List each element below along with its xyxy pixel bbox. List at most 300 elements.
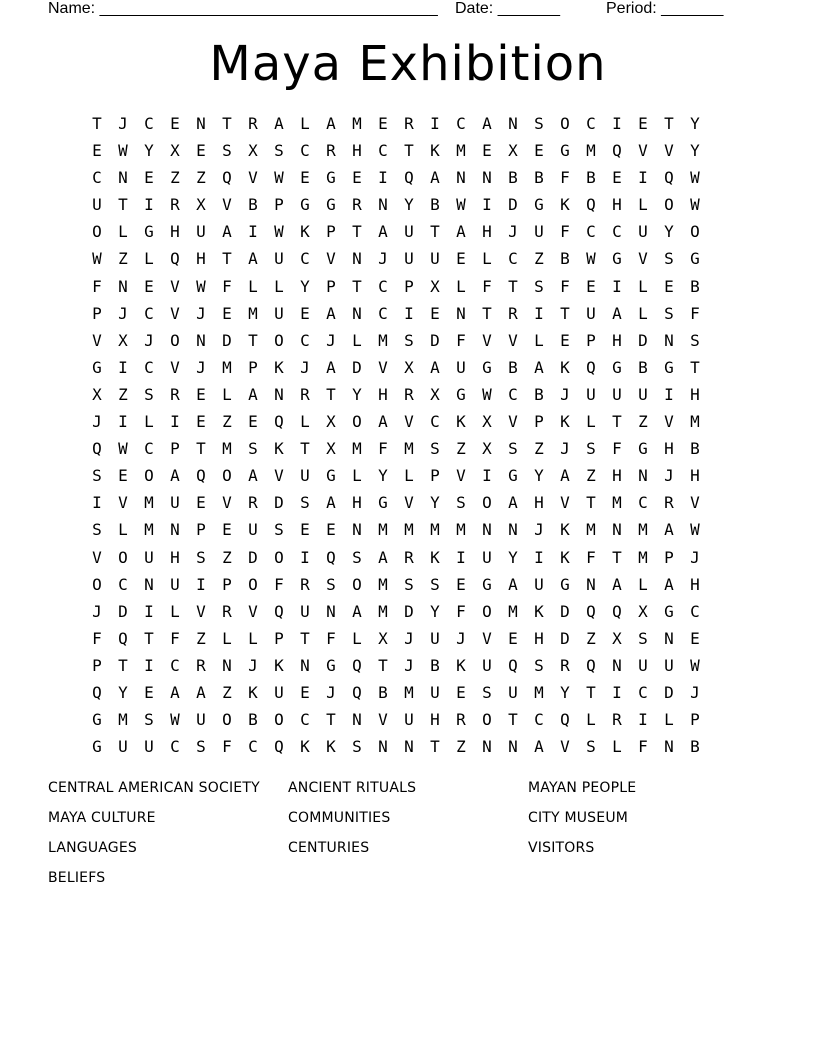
grid-letter: T — [586, 493, 596, 513]
grid-letter: K — [456, 655, 466, 675]
grid-letter: C — [638, 493, 648, 513]
grid-letter: O — [248, 574, 258, 594]
grid-letter: E — [456, 249, 466, 269]
grid-letter: B — [430, 195, 440, 215]
grid-letter: C — [508, 384, 518, 404]
grid-letter: B — [534, 384, 544, 404]
grid-letter: I — [638, 710, 648, 730]
grid-letter: V — [118, 493, 128, 513]
grid-letter: U — [92, 195, 102, 215]
grid-letter: I — [118, 357, 128, 377]
grid-letter: B — [690, 276, 700, 296]
grid-letter: H — [690, 574, 700, 594]
grid-letter: O — [352, 412, 362, 432]
grid-letter: B — [378, 682, 388, 702]
grid-letter: Y — [144, 141, 154, 161]
grid-letter: U — [170, 493, 180, 513]
grid-letter: X — [482, 412, 492, 432]
grid-letter: O — [92, 574, 102, 594]
grid-letter: J — [664, 466, 674, 486]
grid-letter: X — [118, 330, 128, 350]
grid-letter: C — [170, 737, 180, 757]
grid-letter: C — [300, 710, 310, 730]
grid-letter: B — [690, 737, 700, 757]
grid-letter: P — [326, 276, 336, 296]
period-field: Period: _______ — [606, 0, 724, 17]
grid-letter: D — [638, 330, 648, 350]
grid-letter: A — [248, 466, 258, 486]
grid-letter: T — [404, 141, 414, 161]
grid-letter: F — [326, 628, 336, 648]
grid-letter: V — [560, 737, 570, 757]
grid-letter: C — [170, 655, 180, 675]
grid-letter: C — [378, 276, 388, 296]
grid-letter: G — [664, 601, 674, 621]
grid-letter: X — [196, 195, 206, 215]
grid-letter: S — [274, 520, 284, 540]
grid-letter: N — [326, 601, 336, 621]
grid-letter: F — [560, 276, 570, 296]
grid-letter: J — [378, 249, 388, 269]
grid-letter: N — [196, 114, 206, 133]
grid-letter: C — [118, 574, 128, 594]
grid-letter: F — [456, 601, 466, 621]
grid-letter: Q — [560, 710, 570, 730]
grid-letter: S — [690, 330, 700, 350]
grid-letter: M — [222, 357, 232, 377]
grid-letter: M — [404, 520, 414, 540]
grid-letter: O — [482, 601, 492, 621]
grid-letter: O — [482, 710, 492, 730]
grid-letter: V — [170, 357, 180, 377]
grid-letter: B — [638, 357, 648, 377]
grid-letter: H — [170, 547, 180, 567]
grid-letter: E — [638, 114, 648, 133]
grid-letter: V — [508, 330, 518, 350]
grid-letter: L — [456, 276, 466, 296]
grid-letter: L — [222, 628, 232, 648]
grid-letter: C — [144, 357, 154, 377]
grid-letter: J — [326, 330, 336, 350]
grid-letter: F — [378, 439, 388, 459]
grid-letter: G — [508, 466, 518, 486]
grid-letter: O — [352, 574, 362, 594]
grid-letter: D — [508, 195, 518, 215]
grid-letter: V — [664, 412, 674, 432]
grid-letter: I — [118, 412, 128, 432]
grid-letter: V — [378, 357, 388, 377]
grid-letter: V — [222, 195, 232, 215]
grid-letter: W — [482, 384, 492, 404]
grid-letter: G — [300, 195, 310, 215]
grid-letter: M — [144, 520, 154, 540]
grid-letter: G — [638, 439, 648, 459]
grid-letter: W — [690, 168, 700, 188]
grid-letter: M — [586, 141, 596, 161]
grid-letter: C — [300, 141, 310, 161]
grid-letter: H — [170, 222, 180, 242]
grid-letter: N — [118, 276, 128, 296]
word-search-grid — [84, 110, 708, 760]
grid-letter: N — [586, 574, 596, 594]
grid-letter: A — [248, 384, 258, 404]
grid-letter: H — [430, 710, 440, 730]
grid-letter: Q — [404, 168, 414, 188]
grid-letter: O — [482, 493, 492, 513]
grid-letter: L — [118, 222, 128, 242]
grid-letter: U — [274, 303, 284, 323]
grid-letter: A — [326, 357, 336, 377]
grid-letter: K — [274, 439, 284, 459]
grid-letter: E — [664, 276, 674, 296]
grid-letter: M — [222, 439, 232, 459]
grid-letter: D — [274, 493, 284, 513]
grid-letter: R — [170, 195, 180, 215]
grid-letter: O — [92, 222, 102, 242]
grid-letter: E — [560, 330, 570, 350]
grid-letter: P — [248, 357, 258, 377]
grid-letter: G — [456, 384, 466, 404]
grid-letter: G — [326, 466, 336, 486]
grid-letter: F — [482, 276, 492, 296]
grid-letter: N — [456, 168, 466, 188]
grid-letter: N — [482, 168, 492, 188]
grid-letter: R — [404, 547, 414, 567]
grid-letter: E — [456, 682, 466, 702]
grid-letter: C — [92, 168, 102, 188]
grid-letter: E — [300, 168, 310, 188]
grid-letter: O — [222, 466, 232, 486]
grid-letter: Y — [118, 682, 128, 702]
grid-letter: A — [430, 357, 440, 377]
grid-letter: Z — [196, 168, 206, 188]
grid-letter: E — [300, 520, 310, 540]
grid-letter: V — [508, 412, 518, 432]
grid-letter: P — [430, 466, 440, 486]
grid-letter: K — [560, 357, 570, 377]
grid-letter: L — [118, 520, 128, 540]
grid-letter: L — [612, 737, 622, 757]
grid-letter: J — [560, 439, 570, 459]
grid-letter: C — [690, 601, 700, 621]
grid-letter: K — [560, 520, 570, 540]
grid-letter: M — [456, 520, 466, 540]
grid-letter: Q — [326, 547, 336, 567]
grid-letter: Q — [586, 357, 596, 377]
grid-letter: Y — [664, 222, 674, 242]
grid-letter: O — [664, 195, 674, 215]
grid-letter: P — [326, 222, 336, 242]
grid-letter: E — [612, 168, 622, 188]
grid-letter: L — [300, 114, 310, 133]
grid-letter: Z — [586, 628, 596, 648]
grid-letter: S — [326, 574, 336, 594]
word-list-item: VISITORS — [528, 840, 595, 856]
grid-letter: Y — [300, 276, 310, 296]
grid-letter: S — [144, 710, 154, 730]
grid-letter: N — [222, 655, 232, 675]
grid-letter: C — [144, 114, 154, 133]
grid-letter: V — [560, 493, 570, 513]
grid-letter: H — [196, 249, 206, 269]
grid-letter: N — [638, 466, 648, 486]
grid-letter: S — [482, 682, 492, 702]
grid-letter: U — [404, 710, 414, 730]
grid-letter: F — [638, 737, 648, 757]
grid-letter: C — [456, 114, 466, 133]
grid-letter: S — [430, 574, 440, 594]
grid-letter: J — [92, 601, 102, 621]
grid-letter: T — [612, 412, 622, 432]
grid-letter: E — [92, 141, 102, 161]
grid-letter: S — [430, 439, 440, 459]
grid-letter: T — [560, 303, 570, 323]
grid-letter: P — [92, 303, 102, 323]
grid-letter: H — [690, 466, 700, 486]
grid-letter: P — [92, 655, 102, 675]
grid-letter: M — [456, 141, 466, 161]
grid-letter: R — [612, 710, 622, 730]
grid-letter: M — [534, 682, 544, 702]
grid-letter: A — [534, 357, 544, 377]
grid-letter: L — [248, 628, 258, 648]
grid-letter: O — [690, 222, 700, 242]
grid-letter: M — [378, 330, 388, 350]
grid-letter: X — [508, 141, 518, 161]
word-list-item: MAYA CULTURE — [48, 810, 156, 826]
grid-letter: U — [534, 222, 544, 242]
word-list-item: ANCIENT RITUALS — [288, 780, 417, 796]
grid-letter: Y — [690, 114, 700, 133]
grid-letter: U — [196, 222, 206, 242]
grid-letter: O — [222, 710, 232, 730]
grid-letter: Y — [404, 195, 414, 215]
grid-letter: V — [690, 493, 700, 513]
grid-letter: H — [612, 466, 622, 486]
grid-letter: J — [326, 682, 336, 702]
grid-letter: V — [92, 547, 102, 567]
grid-letter: L — [352, 330, 362, 350]
grid-letter: B — [586, 168, 596, 188]
grid-letter: M — [352, 439, 362, 459]
grid-letter: R — [352, 195, 362, 215]
grid-letter: G — [92, 357, 102, 377]
grid-letter: M — [378, 520, 388, 540]
grid-letter: J — [508, 222, 518, 242]
name-field: Name: ______________________________________ — [48, 0, 438, 17]
grid-letter: Q — [586, 655, 596, 675]
grid-letter: I — [144, 601, 154, 621]
grid-letter: D — [118, 601, 128, 621]
grid-letter: X — [482, 439, 492, 459]
grid-letter: I — [664, 384, 674, 404]
grid-letter: V — [638, 141, 648, 161]
grid-letter: D — [248, 547, 258, 567]
grid-letter: P — [196, 520, 206, 540]
grid-letter: G — [482, 357, 492, 377]
grid-letter: A — [482, 114, 492, 133]
grid-letter: T — [586, 682, 596, 702]
grid-letter: R — [248, 114, 258, 133]
grid-letter: B — [690, 439, 700, 459]
grid-letter: V — [638, 249, 648, 269]
grid-letter: N — [144, 574, 154, 594]
grid-letter: V — [456, 466, 466, 486]
grid-letter: J — [196, 303, 206, 323]
grid-letter: G — [92, 710, 102, 730]
grid-letter: R — [170, 384, 180, 404]
grid-letter: U — [248, 520, 258, 540]
grid-letter: D — [404, 601, 414, 621]
grid-letter: U — [534, 574, 544, 594]
grid-letter: I — [144, 195, 154, 215]
grid-letter: N — [664, 628, 674, 648]
grid-letter: V — [404, 493, 414, 513]
grid-letter: T — [482, 303, 492, 323]
grid-letter: T — [378, 655, 388, 675]
grid-letter: E — [118, 466, 128, 486]
word-list-item: MAYAN PEOPLE — [528, 780, 637, 796]
grid-letter: M — [118, 710, 128, 730]
grid-letter: N — [378, 195, 388, 215]
grid-letter: A — [378, 222, 388, 242]
grid-letter: H — [664, 439, 674, 459]
grid-letter: Y — [430, 601, 440, 621]
grid-letter: I — [248, 222, 258, 242]
grid-letter: D — [430, 330, 440, 350]
grid-letter: E — [196, 141, 206, 161]
grid-letter: I — [92, 493, 102, 513]
grid-letter: A — [196, 682, 206, 702]
grid-letter: U — [404, 249, 414, 269]
grid-letter: I — [482, 466, 492, 486]
grid-letter: K — [456, 412, 466, 432]
grid-letter: M — [248, 303, 258, 323]
grid-letter: X — [378, 628, 388, 648]
grid-letter: L — [404, 466, 414, 486]
grid-letter: L — [144, 412, 154, 432]
grid-letter: J — [690, 547, 700, 567]
grid-letter: S — [352, 737, 362, 757]
word-list — [48, 776, 768, 896]
grid-letter: F — [170, 628, 180, 648]
grid-letter: R — [222, 601, 232, 621]
grid-letter: K — [274, 357, 284, 377]
grid-letter: A — [664, 520, 674, 540]
word-list-item: CITY MUSEUM — [528, 810, 629, 826]
grid-letter: Y — [690, 141, 700, 161]
grid-letter: L — [586, 412, 596, 432]
grid-letter: X — [404, 357, 414, 377]
grid-letter: L — [638, 276, 648, 296]
grid-letter: C — [378, 303, 388, 323]
grid-letter: W — [196, 276, 206, 296]
grid-letter: N — [456, 303, 466, 323]
grid-letter: S — [248, 439, 258, 459]
grid-letter: U — [300, 601, 310, 621]
grid-letter: N — [482, 737, 492, 757]
grid-letter: A — [612, 303, 622, 323]
grid-letter: M — [690, 412, 700, 432]
grid-letter: I — [612, 276, 622, 296]
grid-letter: A — [326, 114, 336, 133]
grid-letter: M — [430, 520, 440, 540]
grid-letter: L — [638, 574, 648, 594]
grid-letter: E — [534, 141, 544, 161]
grid-letter: Q — [170, 249, 180, 269]
grid-letter: V — [92, 330, 102, 350]
grid-letter: U — [638, 222, 648, 242]
grid-letter: J — [144, 330, 154, 350]
grid-letter: G — [664, 357, 674, 377]
grid-letter: I — [378, 168, 388, 188]
grid-letter: N — [404, 737, 414, 757]
grid-letter: Q — [92, 439, 102, 459]
grid-letter: X — [430, 276, 440, 296]
grid-letter: U — [144, 547, 154, 567]
grid-letter: Q — [118, 628, 128, 648]
grid-letter: F — [274, 574, 284, 594]
grid-letter: T — [352, 276, 362, 296]
grid-letter: T — [196, 439, 206, 459]
grid-letter: A — [248, 249, 258, 269]
grid-letter: I — [482, 195, 492, 215]
grid-letter: H — [612, 195, 622, 215]
grid-letter: J — [560, 384, 570, 404]
grid-letter: N — [664, 737, 674, 757]
grid-letter: V — [222, 493, 232, 513]
grid-letter: F — [222, 737, 232, 757]
grid-letter: M — [638, 520, 648, 540]
grid-letter: K — [560, 547, 570, 567]
grid-letter: E — [352, 168, 362, 188]
grid-letter: J — [456, 628, 466, 648]
grid-letter: W — [274, 168, 284, 188]
grid-letter: I — [430, 114, 440, 133]
grid-letter: N — [612, 520, 622, 540]
grid-letter: N — [482, 520, 492, 540]
grid-letter: R — [664, 493, 674, 513]
grid-letter: L — [170, 601, 180, 621]
grid-letter: I — [612, 114, 622, 133]
grid-letter: V — [664, 141, 674, 161]
grid-letter: H — [690, 384, 700, 404]
grid-letter: U — [508, 682, 518, 702]
grid-letter: M — [378, 601, 388, 621]
grid-letter: Q — [92, 682, 102, 702]
grid-letter: A — [508, 493, 518, 513]
grid-letter: U — [586, 384, 596, 404]
grid-letter: Q — [612, 141, 622, 161]
grid-letter: C — [586, 114, 596, 133]
grid-letter: D — [352, 357, 362, 377]
grid-letter: L — [638, 195, 648, 215]
grid-letter: Z — [534, 439, 544, 459]
grid-letter: G — [144, 222, 154, 242]
grid-letter: D — [664, 682, 674, 702]
grid-letter: T — [118, 195, 128, 215]
date-field: Date: _______ — [455, 0, 560, 17]
grid-letter: T — [508, 710, 518, 730]
grid-letter: F — [222, 276, 232, 296]
grid-letter: H — [378, 384, 388, 404]
grid-letter: J — [404, 655, 414, 675]
grid-letter: L — [300, 412, 310, 432]
grid-letter: Z — [222, 682, 232, 702]
grid-letter: E — [482, 141, 492, 161]
grid-letter: Q — [274, 601, 284, 621]
grid-letter: Q — [586, 195, 596, 215]
